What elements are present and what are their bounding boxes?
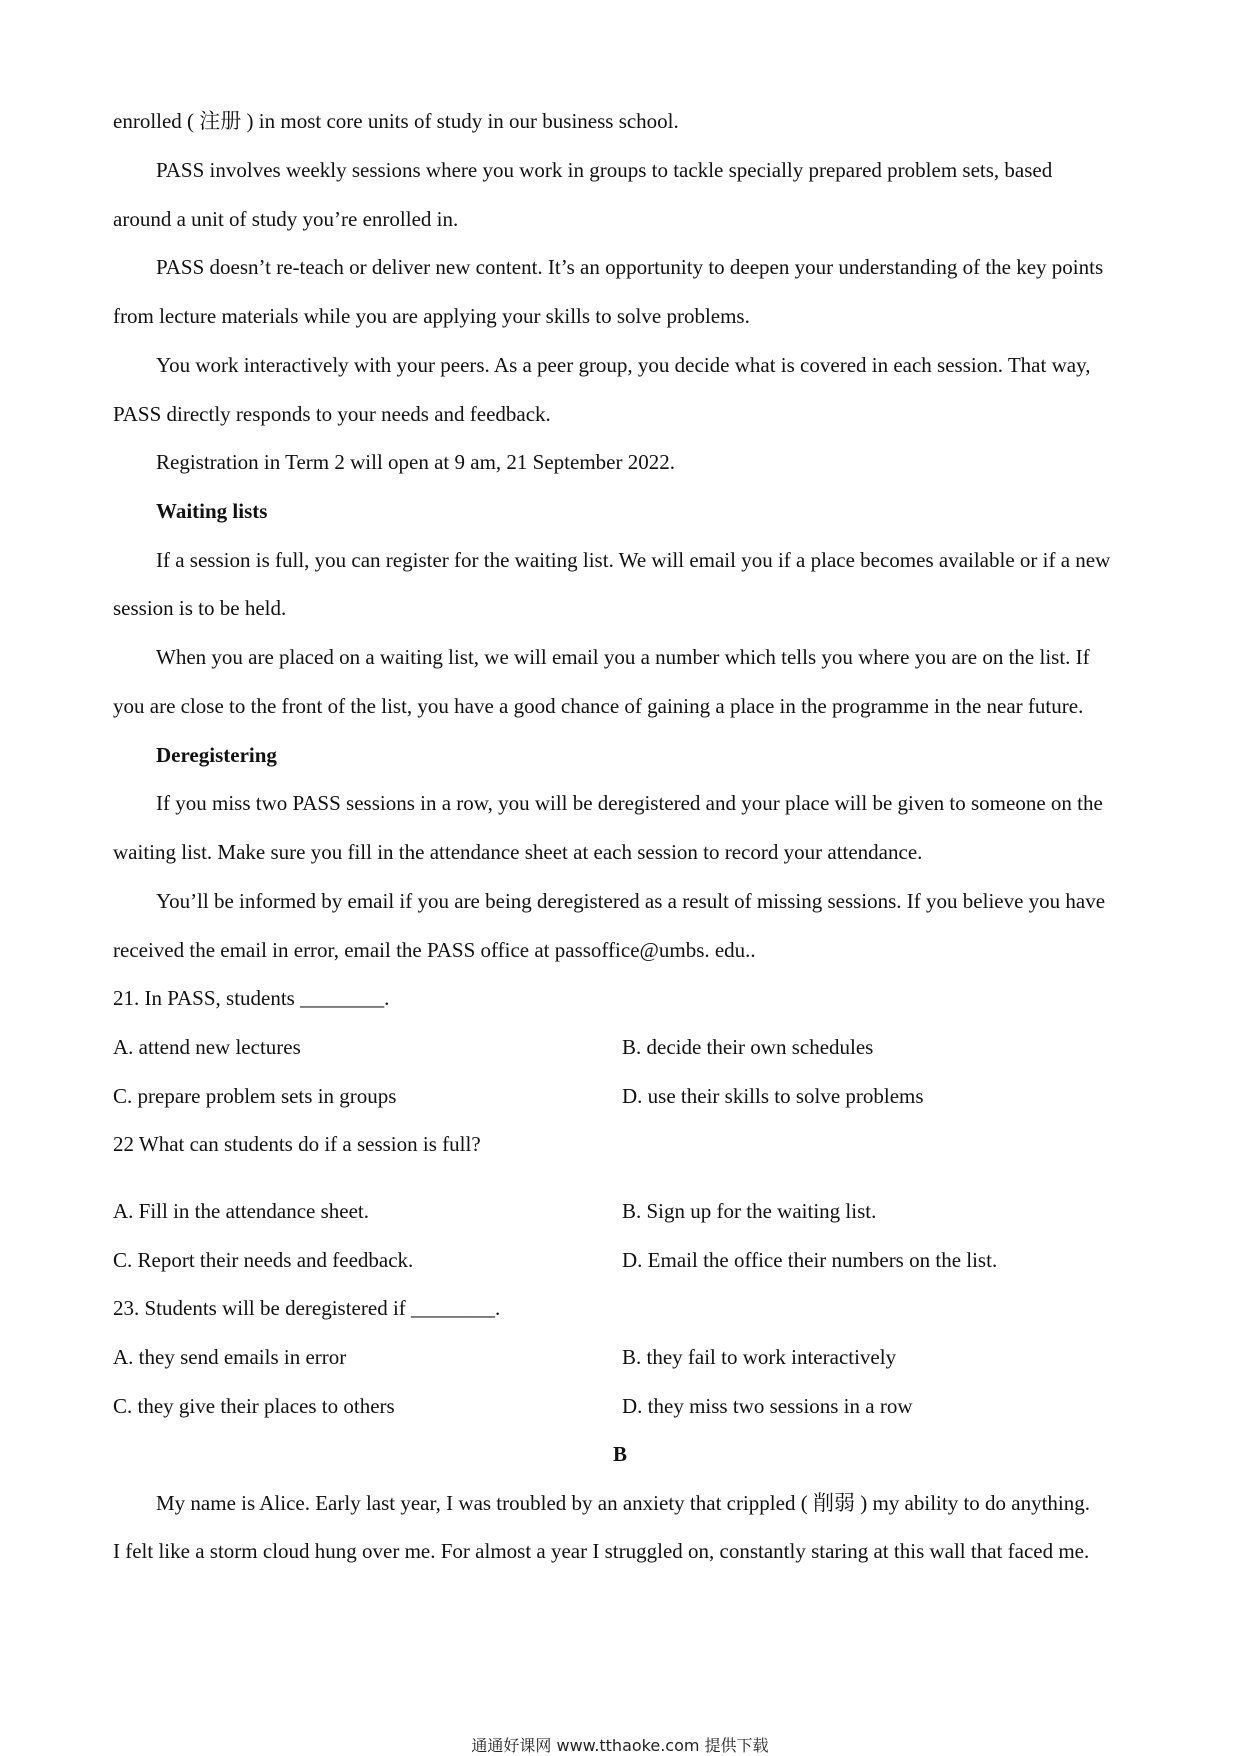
heading-waiting-lists: Waiting lists	[156, 499, 268, 523]
question-21-option-d: D. use their skills to solve problems	[622, 1084, 924, 1108]
paragraph-waiting-number-line1: When you are placed on a waiting list, we will email you a number which tells you where you are on the list. If	[156, 645, 1090, 669]
paragraph-pass-involves-line1: PASS involves weekly sessions where you work in groups to tackle specially prepared problem sets, based	[156, 158, 1053, 182]
paragraph-waiting-number-line2: you are close to the front of the list, you have a good chance of gaining a place in the programme in the near future.	[113, 694, 1084, 718]
paragraph-waiting-full-line2: session is to be held.	[113, 596, 287, 620]
question-23-option-b: B. they fail to work interactively	[622, 1345, 897, 1369]
paragraph-registration: Registration in Term 2 will open at 9 am, 21 September 2022.	[156, 450, 675, 474]
paragraph-miss-two-line2: waiting list. Make sure you fill in the attendance sheet at each session to record your attendance.	[113, 840, 923, 864]
paragraph-pass-content-line2: from lecture materials while you are applying your skills to solve problems.	[113, 304, 750, 328]
paragraph-pass-content-line1: PASS doesn’t re-teach or deliver new content. It’s an opportunity to deepen your understanding of the key points	[156, 255, 1104, 279]
question-23-option-d: D. they miss two sessions in a row	[622, 1394, 913, 1418]
passage-b-paragraph-line1: My name is Alice. Early last year, I was troubled by an anxiety that crippled ( 削弱 ) my ability to do anything.	[156, 1491, 1091, 1515]
question-21-option-a: A. attend new lectures	[113, 1035, 301, 1059]
paragraph-peers-line2: PASS directly responds to your needs and feedback.	[113, 402, 551, 426]
question-22-option-b: B. Sign up for the waiting list.	[622, 1199, 877, 1223]
paragraph-enrolled: enrolled ( 注册 ) in most core units of study in our business school.	[113, 109, 679, 133]
paragraph-informed-line1: You’ll be informed by email if you are being deregistered as a result of missing sessions. If you believe you have	[156, 889, 1106, 913]
question-23-option-c: C. they give their places to others	[113, 1394, 395, 1418]
passage-b-paragraph-line2: I felt like a storm cloud hung over me. For almost a year I struggled on, constantly staring at this wall that faced me.	[113, 1539, 1090, 1563]
question-21-option-c: C. prepare problem sets in groups	[113, 1084, 397, 1108]
question-21-option-b: B. decide their own schedules	[622, 1035, 874, 1059]
question-21-stem: 21. In PASS, students ________.	[113, 986, 390, 1010]
heading-deregistering: Deregistering	[156, 743, 277, 767]
question-22-option-d: D. Email the office their numbers on the list.	[622, 1248, 998, 1272]
question-22-option-c: C. Report their needs and feedback.	[113, 1248, 414, 1272]
passage-b-label: B	[612, 1442, 627, 1466]
question-23-option-a: A. they send emails in error	[113, 1345, 347, 1369]
question-22-option-a: A. Fill in the attendance sheet.	[113, 1199, 370, 1223]
paragraph-miss-two-line1: If you miss two PASS sessions in a row, you will be deregistered and your place will be given to someone on the	[156, 791, 1103, 815]
footer-watermark: 通通好课网 www.tthaoke.com 提供下载	[471, 1736, 769, 1755]
paragraph-peers-line1: You work interactively with your peers. As a peer group, you decide what is covered in each session. That way,	[156, 353, 1091, 377]
paragraph-informed-line2: received the email in error, email the PASS office at passoffice@umbs. edu..	[113, 938, 756, 962]
question-22-stem: 22 What can students do if a session is full?	[113, 1132, 481, 1156]
paragraph-waiting-full-line1: If a session is full, you can register for the waiting list. We will email you if a place becomes available or if a new	[156, 548, 1111, 572]
paragraph-pass-involves-line2: around a unit of study you’re enrolled in.	[113, 207, 459, 231]
question-23-stem: 23. Students will be deregistered if ________.	[113, 1296, 501, 1320]
